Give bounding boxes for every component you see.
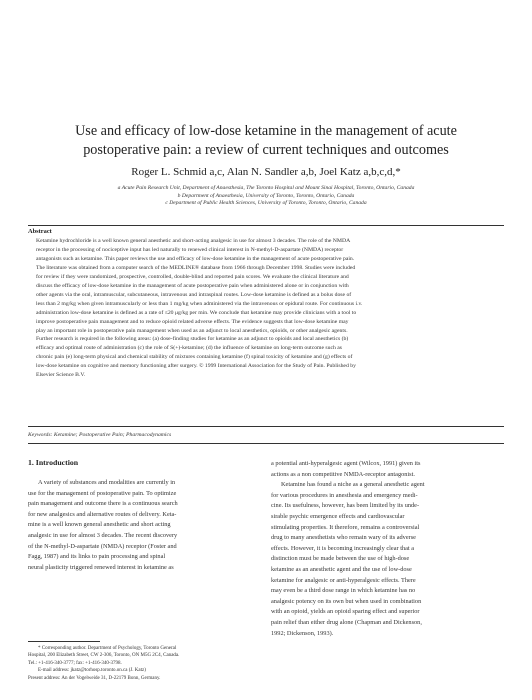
body-line: sirable psychic emergence effects and cardiovascular [271,512,405,520]
abstract-line: chronic pain (e) long-term physical and chemical stability of mixtures containing ketamine (f) spinal toxicity of ketamine and (g) effects of [36,354,353,361]
abstract-line: administration low-dose ketamine is defined as a rate of ≤20 μg/kg per min. We conclude that ketamine may provide clinicians with a tool to [36,309,357,316]
affiliation: a Acute Pain Research Unit, Department of Anaesthesia, The Toronto Hospital and Mount Sinai Hospital, Toronto, Ontario, Canada [117,185,415,191]
abstract-line: Further research is required in the following areas: (a) dose-finding studies for ketamine as an adjunct to opioids and local anesthetics (b) [36,336,349,343]
body-line: drug to many anesthetists who remain wary of its adverse [271,534,416,542]
body-line: A variety of substances and modalities are currently in [38,479,176,486]
body-line: for new analgesics and alternative routes of delivery. Keta- [28,510,177,518]
abstract-line: efficacy and optimal route of administration (c) the role of S(+)-ketamine; (d) the influence of ketamine on long-term outcome such as [36,345,343,352]
abstract-line: Elsevier Science B.V. [36,372,86,379]
footnotes [28,645,260,682]
body-line: with an opioid, yields an opioid sparing effect and superior [271,608,420,616]
body-line: Ketamine has found a niche as a general anesthetic agent [281,481,425,489]
footnote-line: Hospital, 200 Elizabeth Street, CW 2-306, Toronto, ON M5G 2C4, Canada. [28,653,180,659]
abstract-line: improve postoperative pain management and to reduce opioid related adverse effects. The evidence suggests that low-dose ketamine may [36,318,349,325]
body-line: analgesic in use for almost 3 decades. The recent discovery [28,531,178,539]
body-line: analgesic potency on its own but when used in combination [271,597,422,605]
abstract-line: The literature was obtained from a computer search of the MEDLINE® database from 1966 through December 1998. Studies were included [36,264,356,271]
body-line: cine. Its usefulness, however, has been limited by its unde- [271,502,420,510]
body-line: 1992; Dickenson, 1993). [271,629,334,637]
footnote-line: Present address: An der Vogelweide 31, D-22179 Bonn, Germany. [28,675,161,681]
body-line: use for the management of postoperative pain. To optimize [28,489,177,497]
footnote-line: Tel.: +1-416-340-3777; fax: +1-416-340-3798. [28,660,122,666]
body-line: neural plasticity triggered renewed interest in ketamine as [28,563,174,571]
affiliation: b Department of Anaesthesia, University of Toronto, Toronto, Ontario, Canada [177,192,355,199]
abstract-line: other agents via the oral, intramuscular, subcutaneous, intravenous and intraspinal routes. Low-dose ketamine is defined as a bolus dose of [36,291,352,298]
section-heading: 1. Introduction [28,458,79,467]
body-line: distinction must be made between the use of high-dose [271,555,410,563]
title-line: Use and efficacy of low-dose ketamine in the management of acute [75,123,457,139]
body-column-right [271,459,503,639]
body-line: pain management and outcome there is a continuous search [28,500,178,508]
body-line: may even be a third dose range in which ketamine has no [271,587,416,595]
footnote-line: E-mail address: jkatz@torhosp.toronto.on.ca (J. Katz) [38,668,146,674]
abstract-line: antagonists such as ketamine. This paper reviews the use and efficacy of low-dose ketamine in the management of acute postoperative pain. [36,255,355,262]
author-list: Roger L. Schmid a,c, Alan N. Sandler a,b, Joel Katz a,b,c,d,* [131,166,401,178]
body-line: Fagg, 1987) and its links to pain processing and spinal [28,553,166,561]
abstract-line: discuss the efficacy of low-dose ketamine in the management of acute postoperative pain when administered alone or in conjunction with [36,282,349,289]
abstract-top-rule [28,225,504,226]
abstract-line: less than 2 mg/kg when given intramuscularly or less than 1 mg/kg when administered via the intravenous or epidural route. For continuous i.v. [36,300,363,307]
abstract-body [36,237,498,380]
body-line: a potential anti-hyperalgesic agent (Wilcox, 1991) given its [271,460,421,467]
body-line: stimulating properties. It therefore, remains a controversial [271,523,420,531]
body-line: actions as a non competitive NMDA-receptor antagonist. [271,470,415,478]
title-line: postoperative pain: a review of current techniques and outcomes [83,142,449,158]
body-line: ketamine as an anesthetic agent and the use of low-dose [271,565,412,573]
affiliation: c Department of Public Health Sciences, University of Toronto, Toronto, Ontario, Canada [165,200,367,207]
abstract-line: play an important role in postoperative pain management when used as an adjunct to local anesthetics, opioids, or other analgesic agents. [36,327,348,334]
abstract-line: for review if they were randomized, prospective, controlled, double-blind and reported pain scores. We evaluate the clinical literature and [36,273,349,280]
affiliations [60,185,472,208]
body-line: ketamine for analgesic or anti-hyperalgesic effects. There [271,576,416,584]
body-line: effects. However, it is becoming increasingly clear that a [271,544,415,552]
body-line: pain relief than either drug alone (Chapman and Dickenson, [271,618,422,626]
body-line: mine is a well known general anesthetic and short acting [28,521,171,529]
footnote-line: * Corresponding author. Department of Psychology, Toronto General [38,646,177,651]
keywords: Keywords: Ketamine; Postoperative Pain; Pharmacodynamics [28,432,172,438]
keywords-rule [28,443,504,444]
abstract-bottom-rule [28,426,504,427]
abstract-line: low-dose ketamine on cognitive and memory functioning after surgery. © 1999 International Association for the Study of Pain. Published by [36,363,356,370]
abstract-line: Ketamine hydrochloride is a well known general anesthetic and short-acting analgesic in use for almost 3 decades. The role of the NMDA [36,238,351,244]
abstract-heading: Abstract [28,228,52,235]
body-line: of the N-methyl-D-aspartate (NMDA) receptor (Foster and [28,542,177,550]
footnote-rule [28,641,100,642]
abstract-line: receptor in the processing of nociceptive input has led naturally to renewed clinical interest in N-methyl-D-aspartate (NMDA) receptor [36,246,344,253]
article-title [40,122,492,160]
body-column-left [28,478,256,573]
body-line: for various procedures in anesthesia and emergency medi- [271,491,418,499]
